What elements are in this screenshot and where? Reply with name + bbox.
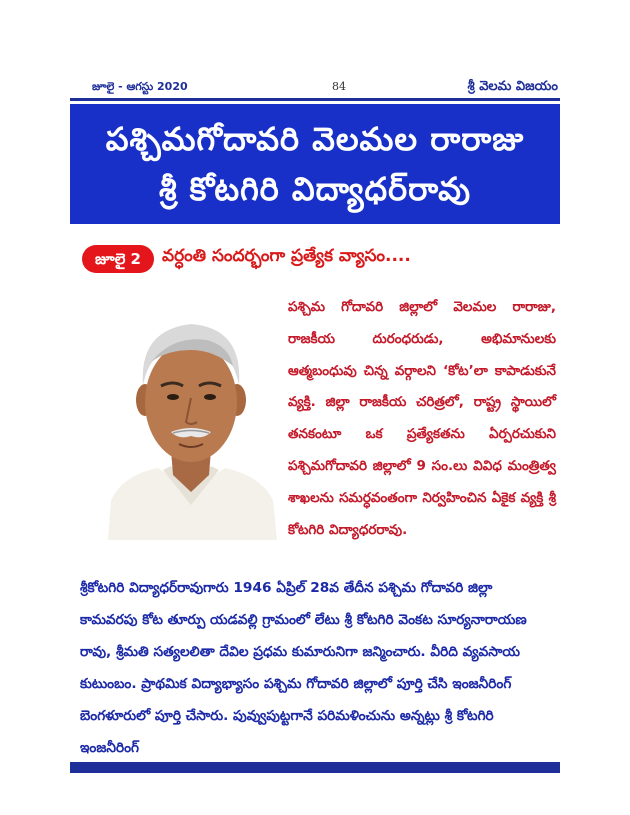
article-title-line-2: శ్రీ కోటగిరి విద్యాధర్‌రావు — [158, 170, 472, 208]
issue-date: జూలై - ఆగస్టు 2020 — [92, 80, 188, 93]
page-header — [70, 78, 560, 101]
body-paragraph: శ్రీకోటగిరి విద్యాధర్‌రావుగారు 1946 ఏప్రిల్ 28వ తేదీన పశ్చిమ గోదావరి జిల్లా కామవరపు కోట తూర్పు యడవల్లి గ్రామంలో లేటు శ్రీ కోటగిరి వెంకట సూర్యనారాయణ రావు, శ్రీమతి సత్యలలితా దేవిల ప్రధమ కుమారునిగా జన్మించారు. వీరిది వ్యవసాయ కుటుంబం. ప్రాథమిక విద్యాభ్యాసం పశ్చిమ గోదావరి జిల్లాలో పూర్తి చేసి ఇంజనీరింగ్ బెంగళూరులో పూర్తి చేసారు. పువ్వుపుట్టగానే పరిమళించును అన్నట్లు శ్రీ కోటగిరి ఇంజనీరింగ్ — [80, 580, 527, 756]
article-title-line-1: పశ్చిమగోదావరి వెలమల రారాజు — [105, 120, 525, 158]
footer-rule — [70, 762, 560, 773]
intro-paragraph: పశ్చిమ గోదావరి జిల్లాలో వెలమల రారాజు, రాజకీయ దురంధరుడు, అభిమానులకు ఆత్మబంధువు చిన్న వర్గాలని ‘కోట’లా కాపాడుకునే వ్యక్తి. జిల్లా రాజకీయ చరిత్రలో, రాష్ట్ర స్థాయిలో తనకంటూ ఒక ప్రత్యేకతను ఏర్పరచుకుని పశ్చిమగోదావరి జిల్లాలో 9 సం.లు వివిధ మంత్రిత్వ శాఖలను సమర్ధవంతంగా నిర్వహించిన ఏకైక వ్యక్తి శ్రీ కోటగిరి విద్యాధరరావు. — [288, 299, 556, 538]
magazine-name: శ్రీ వెలమ విజయం — [467, 79, 558, 94]
page-number: 84 — [332, 80, 346, 93]
article-subtitle: వర్ధంతి సందర్భంగా ప్రత్యేక వ్యాసం.... — [162, 246, 411, 266]
article-title-box — [70, 104, 560, 224]
portrait-photo — [103, 300, 280, 540]
date-badge: జూలై 2 — [82, 245, 154, 273]
